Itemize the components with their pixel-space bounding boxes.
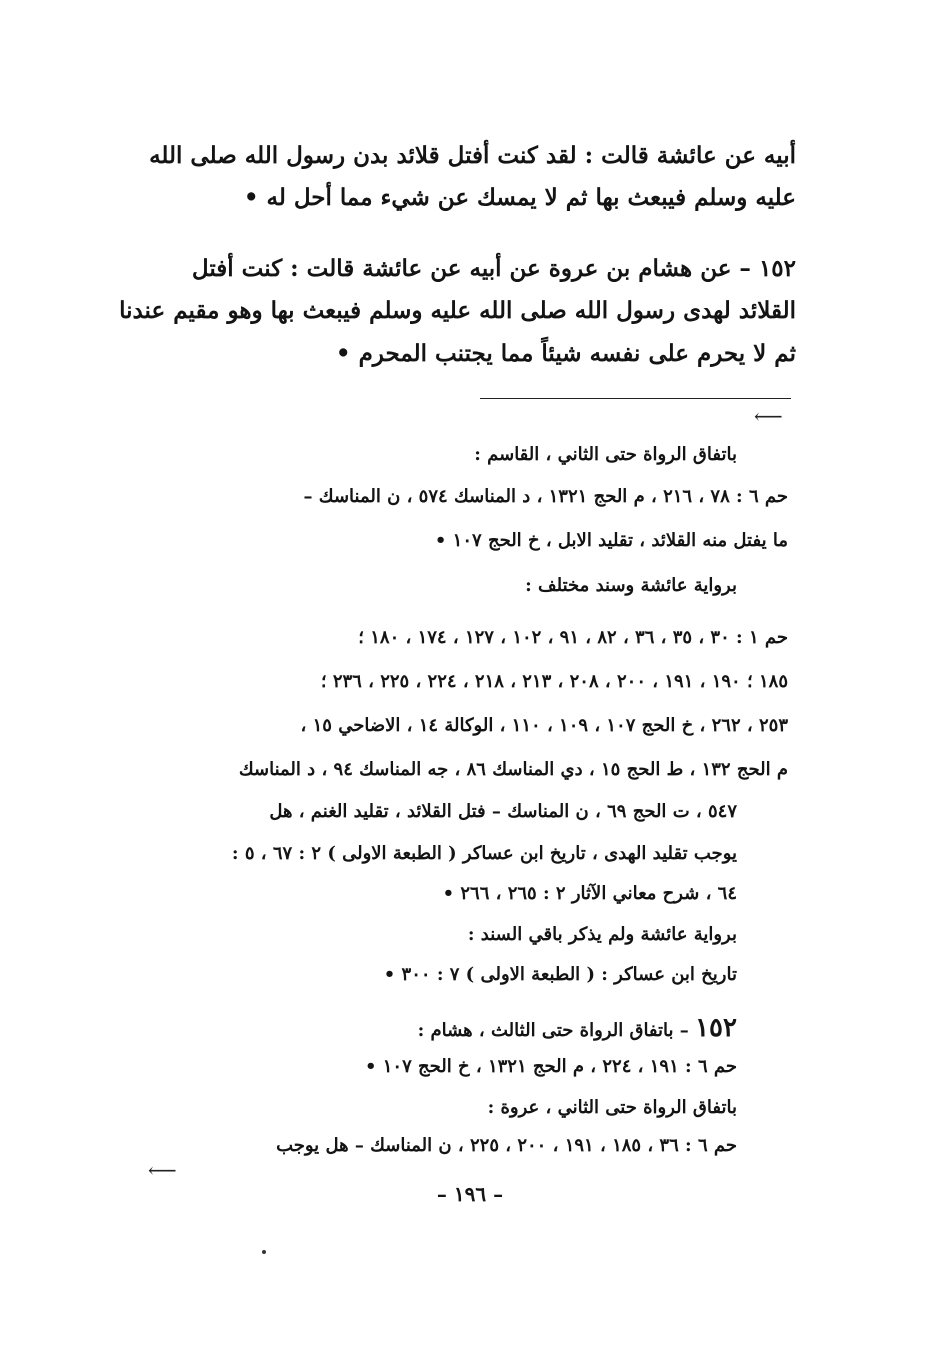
footnote-line-5: حم ١ : ٣٠ ، ٣٥ ، ٣٦ ، ٨٢ ، ٩١ ، ١٠٢ ، ١٢٧ ، ١٧٤ ، ١٨٠ ؛	[358, 627, 788, 648]
footnote-line-15: باتفاق الرواة حتى الثاني ، عروة :	[487, 1097, 737, 1118]
main-text-line-5: ثم لا يحرم على نفسه شيئاً مما يجتنب المحرم •	[335, 340, 796, 367]
main-text-line-2: عليه وسلم فيبعث بها ثم لا يمسك عن شيء مما أحل له •	[243, 184, 796, 211]
main-text-line-3: ١٥٢ – عن هشام بن عروة عن أبيه عن عائشة قالت : كنت أفتل	[191, 255, 796, 282]
footnote-line-7: ٢٥٣ ، ٢٦٢ ، خ الحج ١٠٧ ، ١٠٩ ، ١١٠ ، الوكالة ١٤ ، الاضاحي ١٥ ،	[300, 715, 788, 736]
footnote-line-3: ما يفتل منه القلائد ، تقليد الابل ، خ الحج ١٠٧ •	[434, 530, 788, 551]
footnote-line-16: حم ٦ : ٣٦ ، ١٨٥ ، ١٩١ ، ٢٠٠ ، ٢٢٥ ، ن المناسك – هل يوجب	[276, 1135, 737, 1156]
footnote-line-10: يوجب تقليد الهدى ، تاريخ ابن عساكر ( الطبعة الاولى ) ٢ : ٦٧ ، ٥ :	[231, 843, 737, 864]
section-number: ١٥٢	[695, 1013, 737, 1043]
continuation-arrow-bottom: ⟵	[148, 1158, 177, 1182]
continuation-arrow-top: ⟵	[754, 404, 783, 428]
scan-speck	[262, 1250, 266, 1254]
main-text-line-1: أبيه عن عائشة قالت : لقد كنت أفتل قلائد بدن رسول الله صلى الله	[149, 142, 796, 169]
footnote-line-4: برواية عائشة وسند مختلف :	[525, 575, 737, 596]
footnote-line-2: حم ٦ : ٧٨ ، ٢١٦ ، م الحج ١٣٢١ ، د المناسك ٥٧٤ ، ن المناسك –	[303, 486, 788, 507]
section-heading-text: – باتفاق الرواة حتى الثالث ، هشام :	[417, 1020, 689, 1041]
footnote-line-9: ٥٤٧ ، ت الحج ٦٩ ، ن المناسك – فتل القلائد ، تقليد الغنم ، هل	[269, 801, 737, 822]
main-text-line-4: القلائد لهدى رسول الله صلى الله عليه وسلم فيبعث بها وهو مقيم عندنا	[119, 297, 796, 324]
footnote-line-13: تاريخ ابن عساكر : ( الطبعة الاولى ) ٧ : ٣٠٠ •	[383, 964, 737, 985]
page-number: – ١٩٦ –	[436, 1182, 504, 1206]
footnote-divider	[480, 398, 791, 399]
footnote-line-12: برواية عائشة ولم يذكر باقي السند :	[467, 924, 737, 945]
footnote-line-6: ١٨٥ ؛ ١٩٠ ، ١٩١ ، ٢٠٠ ، ٢٠٨ ، ٢١٣ ، ٢١٨ ، ٢٢٤ ، ٢٢٥ ، ٢٣٦ ؛	[320, 671, 788, 692]
footnote-line-1: باتفاق الرواة حتى الثاني ، القاسم :	[474, 444, 737, 465]
section-heading	[418, 1013, 737, 1043]
footnote-line-11: ٦٤ ، شرح معاني الآثار ٢ : ٢٦٥ ، ٢٦٦ •	[442, 883, 737, 904]
footnote-line-14: حم ٦ : ١٩١ ، ٢٢٤ ، م الحج ١٣٢١ ، خ الحج ١٠٧ •	[364, 1056, 737, 1077]
footnote-line-8: م الحج ١٣٢ ، ط الحج ١٥ ، دي المناسك ٨٦ ، جه المناسك ٩٤ ، د المناسك	[238, 759, 788, 780]
